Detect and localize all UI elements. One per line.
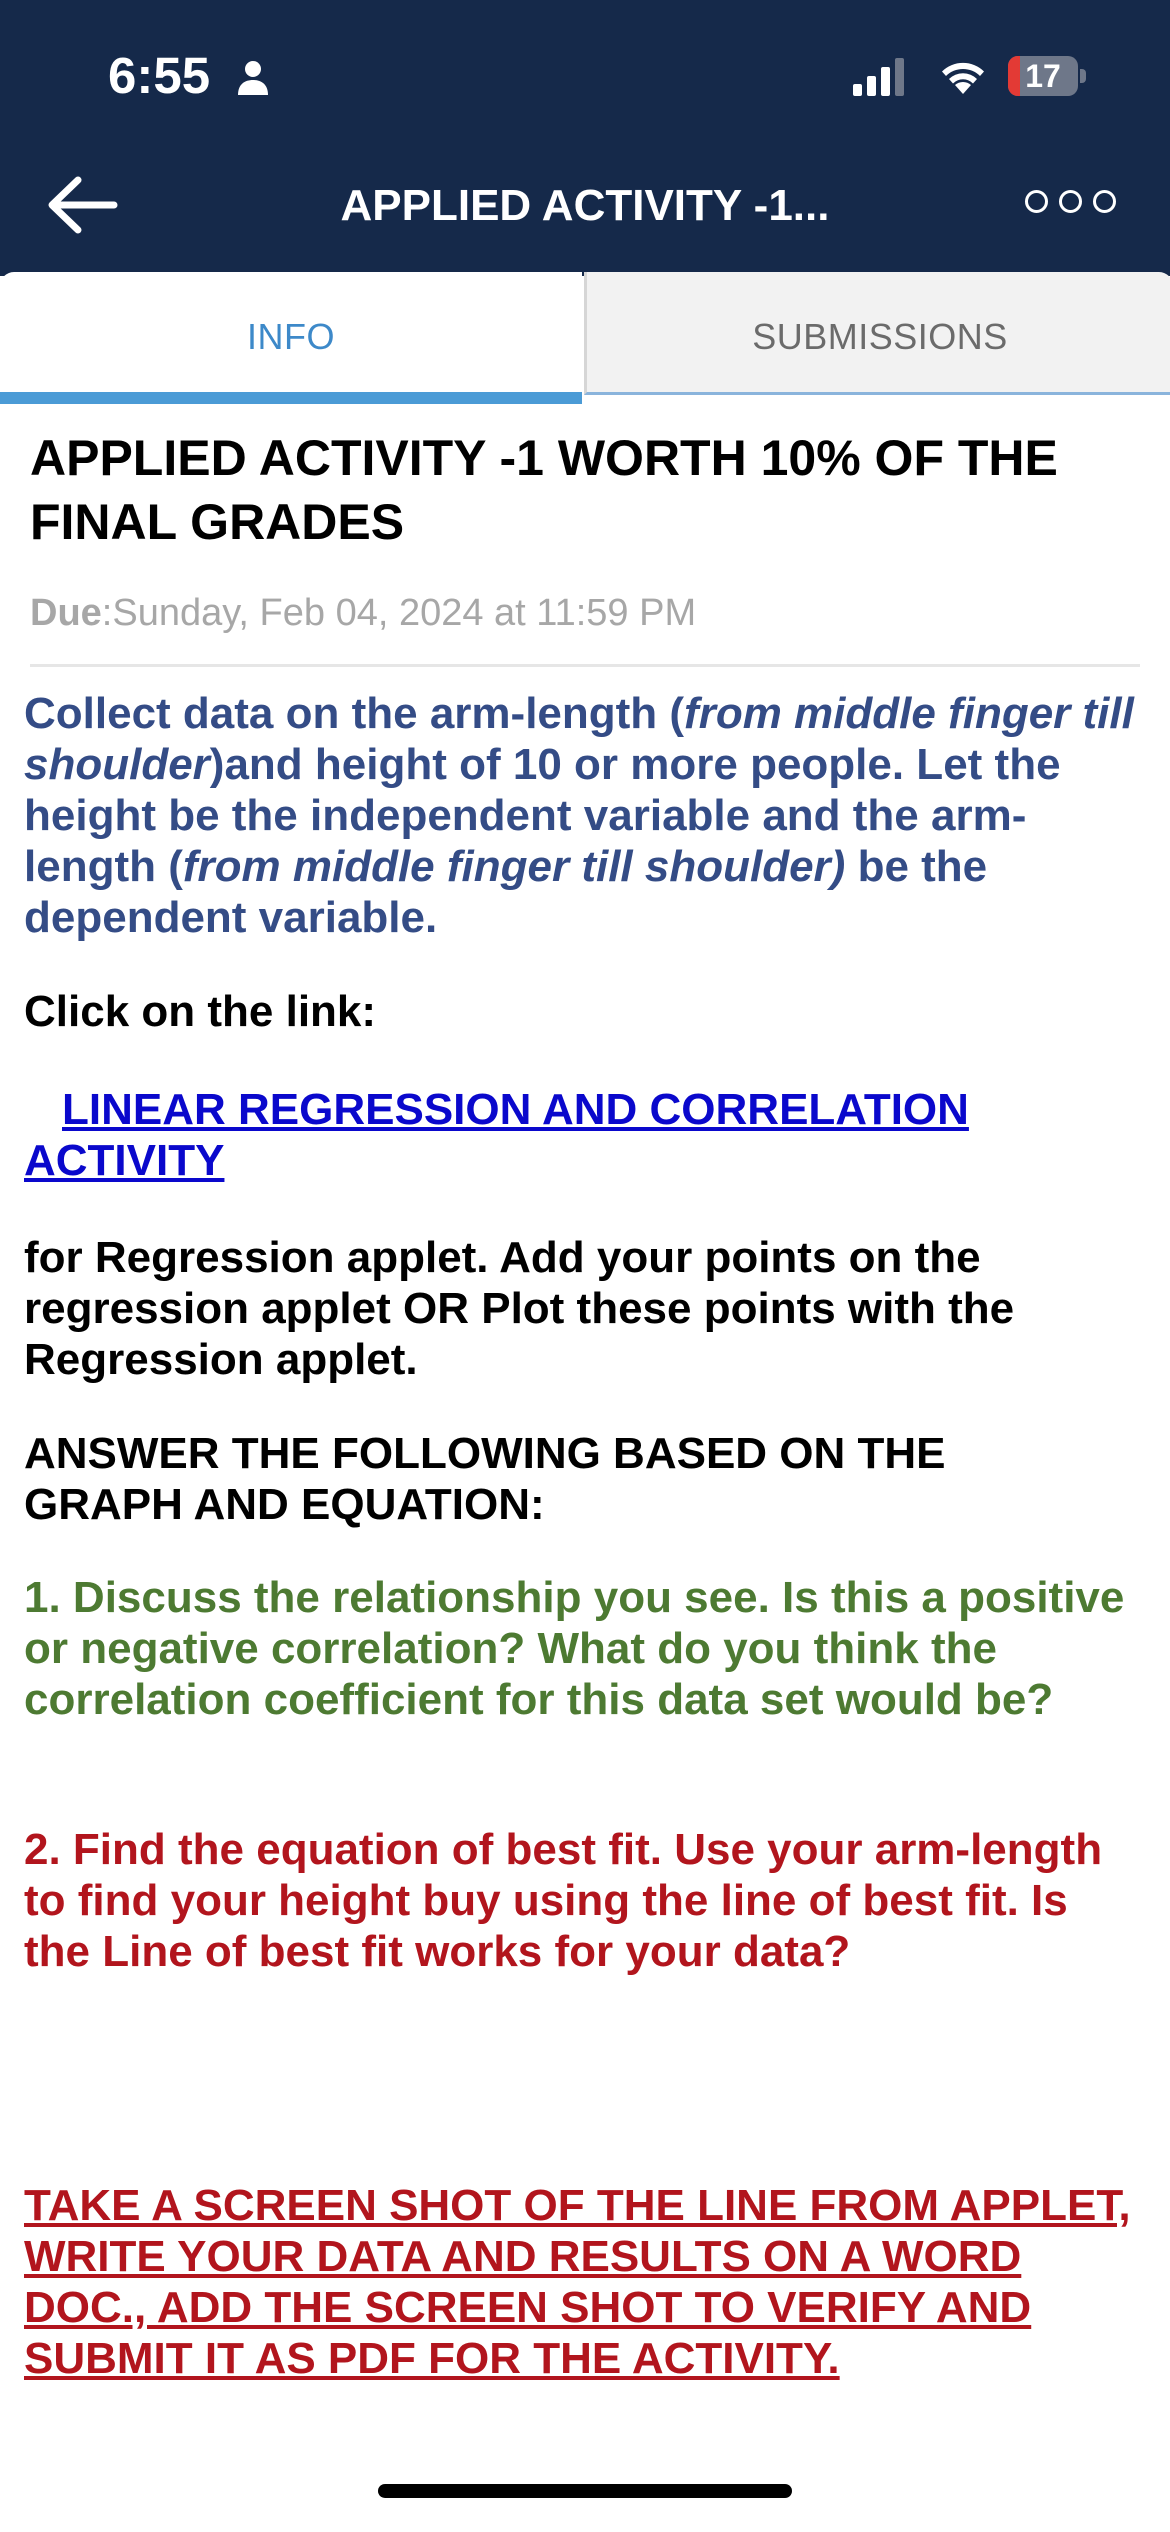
battery-icon [1008,56,1088,96]
question-1: 1. Discuss the relationship you see. Is this a positive or negative correlation? What do you think the correlation coefficient for this data set would be? [24,1573,1125,1724]
status-time: 6:55 [108,47,211,104]
regression-activity-link[interactable]: LINEAR REGRESSION AND CORRELATION ACTIVITY [24,1085,969,1185]
applet-instruction: for Regression applet. Add your points on the regression applet OR Plot these points with the Regression applet. [24,1233,1015,1384]
tab-bar [0,272,1170,404]
app-header [0,0,1170,276]
instruction-paragraph: Collect data on the arm-length (from middle finger till shoulder)and height of 10 or more people. Let the height be the independent variable and the arm-length (from middle finger till shoulder) be the dependent variable. [24,689,1134,942]
arrow-left-icon [40,165,130,245]
page-title-header: APPLIED ACTIVITY -1... [340,181,830,230]
more-horizontal-icon [1025,190,1048,213]
due-value: Sunday, Feb 04, 2024 at 11:59 PM [112,592,697,634]
activity-title: APPLIED ACTIVITY -1 WORTH 10% OF THE FINAL GRADES [30,430,1058,550]
home-indicator [378,2484,792,2498]
wifi-icon [938,56,988,96]
submission-note: TAKE A SCREEN SHOT OF THE LINE FROM APPLET, WRITE YOUR DATA AND RESULTS ON A WORD DOC., ADD THE SCREEN SHOT TO VERIFY AND SUBMIT IT AS PDF FOR THE ACTIVITY. [24,2181,1131,2383]
back-button[interactable] [40,165,130,245]
click-instruction: Click on the link: [24,987,377,1036]
tab-submissions[interactable]: SUBMISSIONS [584,272,1170,395]
regression-link-paragraph [24,1084,1154,1186]
due-date: Due:Sunday, Feb 04, 2024 at 11:59 PM [30,592,697,634]
more-options-button[interactable] [1025,190,1145,220]
answer-heading: ANSWER THE FOLLOWING BASED ON THE GRAPH AND EQUATION: [24,1429,946,1529]
divider [30,664,1140,667]
cellular-signal-icon [853,58,913,96]
tab-info[interactable]: INFO [0,272,582,404]
battery-percentage: 17 [1025,58,1061,94]
due-label: Due [30,592,102,634]
question-2: 2. Find the equation of best fit. Use your arm-length to find your height buy using the line of best fit. Is the Line of best fit works for your data? [24,1825,1103,1976]
person-icon [236,60,270,96]
